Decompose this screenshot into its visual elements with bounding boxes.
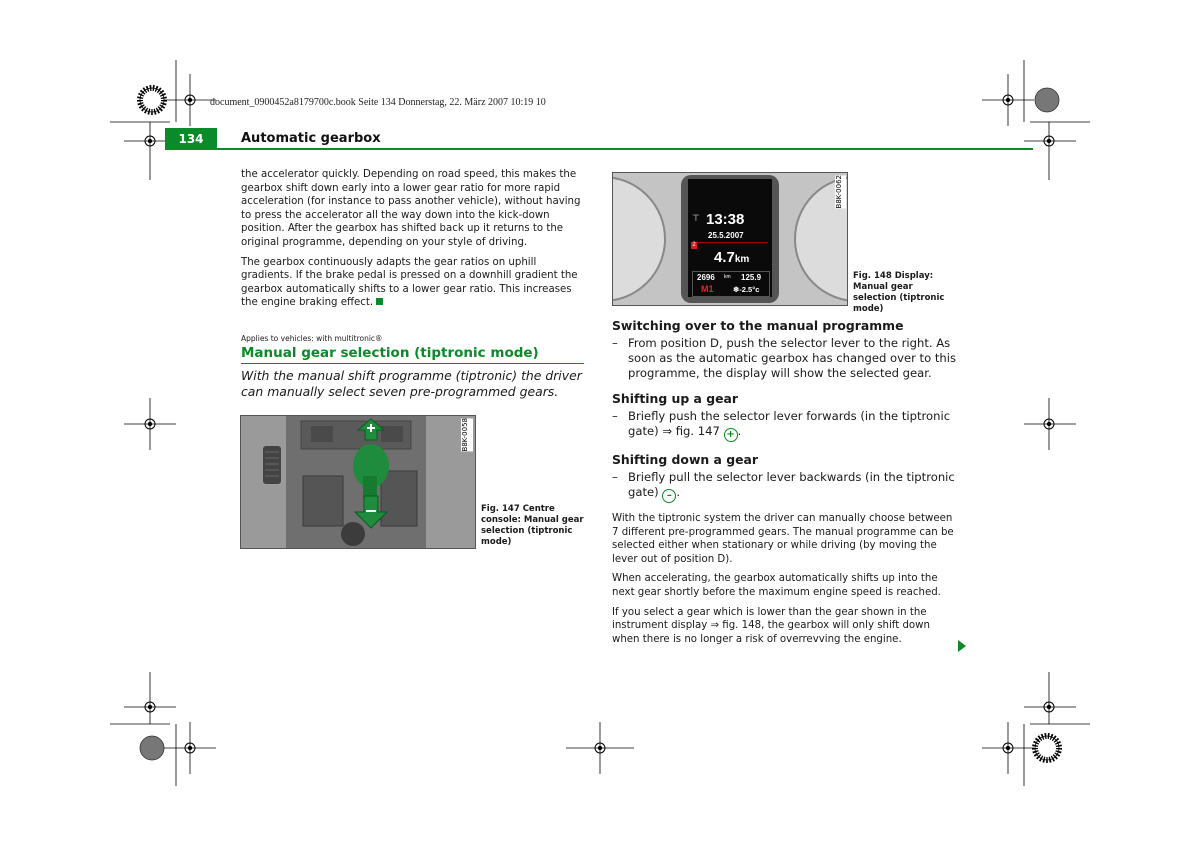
figure-147-caption: Fig. 147 Centre console: Manual gear selection (tiptronic mode) — [481, 504, 584, 547]
page-number: 134 — [165, 128, 217, 150]
print-header: document_0900452a8179700c.book Seite 134 Donnerstag, 22. März 2007 10:19 10 — [210, 97, 546, 108]
figure-148-caption: Fig. 148 Display: Manual gear selection (tiptronic mode) — [853, 271, 945, 314]
intro-text: With the manual shift programme (tiptronic) the driver can manually select seven pre-programmed gears. — [241, 368, 582, 399]
odometer: 2696 — [697, 273, 715, 282]
step-dash: – — [612, 470, 618, 484]
distance-value: 4.7 — [714, 249, 735, 266]
header-rule — [165, 148, 1033, 150]
display-time: 13:38 — [706, 211, 745, 228]
paragraph — [241, 256, 586, 310]
paragraph: When accelerating, the gearbox automatically shifts up into the next gear shortly before the maximum engine speed is reached. — [612, 573, 941, 598]
paragraph: With the tiptronic system the driver can manually choose between 7 different pre-programmed gears. The manual programme can be selected either when stationary or while driving (by moving the lever out of position D). — [612, 513, 954, 565]
status-bar — [692, 271, 770, 297]
section-heading: Switching over to the manual programme — [612, 318, 904, 333]
step-text: Briefly push the selector lever forwards (in the tiptronic gate) ⇒ fig. 147 — [628, 409, 951, 438]
section-heading: Shifting down a gear — [612, 452, 758, 467]
centre-console-illustration — [241, 416, 475, 548]
continue-arrow-icon — [958, 640, 966, 652]
snowflake-icon: ❄ — [733, 285, 740, 294]
topic-heading: Manual gear selection (tiptronic mode) — [241, 345, 584, 364]
clock-icon: ⊤ — [692, 213, 700, 223]
instruction-step — [612, 470, 957, 503]
figure-147-image — [240, 415, 476, 549]
left-column-text — [241, 168, 586, 316]
temperature — [733, 285, 759, 294]
step-text: Briefly pull the selector lever backwards (in the tiptronic gate) — [628, 470, 955, 499]
display-date: 25.5.2007 — [708, 231, 744, 240]
section-title: Automatic gearbox — [241, 131, 381, 146]
paragraph: If you select a gear which is lower than the gear shown in the instrument display ⇒ fig. 148, the gearbox will only shift down when there is no longer a risk of overrevving the engine. — [612, 606, 930, 645]
plus-symbol-icon: + — [724, 428, 738, 442]
gear-indicator: M1 — [701, 284, 714, 294]
step-dash: – — [612, 336, 618, 350]
right-column — [612, 318, 957, 652]
display-distance — [714, 249, 749, 267]
figure-code: B8K-0062 — [835, 175, 846, 208]
instruction-step — [612, 409, 957, 442]
step-text: From position D, push the selector lever to the right. As soon as the automatic gearbox has changed over to this programme, the display will show the selected gear. — [628, 336, 957, 380]
instruction-step — [612, 336, 957, 381]
trip-indicator-icon: 2 — [692, 242, 696, 248]
step-dash: – — [612, 409, 618, 423]
instrument-display — [688, 179, 772, 297]
temperature-value: -2.5°c — [739, 285, 760, 294]
end-of-section-icon — [376, 298, 383, 305]
step-content: Briefly pull the selector lever backwards (in the tiptronic gate) – . — [628, 470, 955, 501]
paragraph-text: The gearbox continuously adapts the gear ratios on uphill gradients. If the brake pedal is pressed on a downhill gradient the gearbox automatically shifts to a lower gear ratio. This increases the engine braking effect. — [241, 256, 578, 309]
applies-to-note: Applies to vehicles: with multitronic® — [241, 334, 383, 343]
step-content: Briefly push the selector lever forwards (in the tiptronic gate) ⇒ fig. 147 + . — [628, 409, 951, 440]
figure-code: B8K-0058 — [461, 418, 473, 451]
minus-symbol-icon: – — [662, 489, 676, 503]
right-column-text — [612, 512, 957, 646]
odometer-unit: km — [724, 274, 731, 280]
distance-unit: km — [734, 254, 750, 265]
figure-148-image — [612, 172, 848, 306]
display-separator — [692, 242, 768, 243]
trip-odometer: 125.9 — [741, 273, 762, 282]
paragraph: the accelerator quickly. Depending on road speed, this makes the gearbox shift down early into a lower gear ratio for more rapid acceleration (for instance to pass another vehicle), without having to press the accelerator all the way down into the kick-down position. After the gearbox has shifted back up it returns to the original programme, depending on your style of driving. — [241, 169, 581, 248]
section-heading: Shifting up a gear — [612, 391, 738, 406]
